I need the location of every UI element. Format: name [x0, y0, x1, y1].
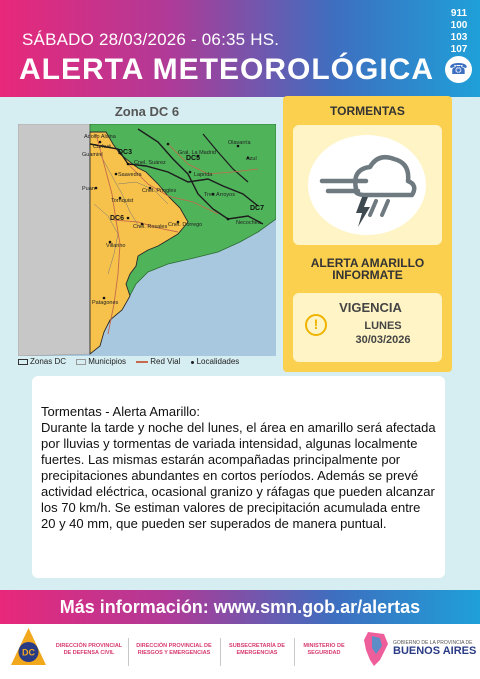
- gov-province-label: GOBIERNO DE LA PROVINCIA DE: [393, 640, 473, 646]
- map-label: Azul: [246, 156, 257, 162]
- exclamation-icon: !: [305, 314, 327, 336]
- map-label: Cnel. Suárez: [134, 160, 166, 166]
- map-legend: [18, 357, 280, 369]
- map-label: Gral. La Madrid: [178, 150, 216, 156]
- phone-icon: ☎: [445, 56, 472, 83]
- map-label: Cnel. Rosales: [133, 224, 168, 230]
- description-heading: Tormentas - Alerta Amarillo:: [41, 404, 200, 419]
- page-title: ALERTA METEOROLÓGICA: [19, 53, 434, 86]
- map-label: Cnel. Dorrego: [168, 222, 203, 228]
- alert-level-line: ALERTA AMARILLO: [310, 256, 425, 270]
- legend-item: Localidades: [191, 357, 240, 366]
- org-ministerio: MINISTERIO DE SEGURIDAD: [303, 643, 345, 656]
- map-label: Laprida: [194, 172, 213, 178]
- zone-label: DC5: [186, 155, 201, 162]
- phone-number[interactable]: 103: [450, 32, 468, 43]
- buenos-aires-map-logo: [362, 630, 390, 668]
- gov-province-name: BUENOS AIRES: [393, 645, 477, 657]
- phone-number[interactable]: 107: [450, 44, 468, 55]
- alert-level: [283, 257, 452, 281]
- alert-level-line: INFORMATE: [332, 268, 403, 282]
- validity-title: VIGENCIA: [339, 300, 402, 315]
- map-label: Patagones: [92, 300, 119, 306]
- org-subsecretaria: SUBSECRETARÍA DE EMERGENCIAS: [229, 643, 285, 656]
- org-riesgos: DIRECCIÓN PROVINCIAL DE RIESGOS Y EMERGENCIAS: [136, 643, 212, 656]
- zone-label: DC3: [118, 149, 133, 156]
- org-defensa-civil: DIRECCIÓN PROVINCIAL DE DEFENSA CIVIL: [55, 643, 123, 656]
- map-label: Saavedra: [118, 172, 142, 178]
- map-label: Guaminí: [82, 152, 103, 158]
- alert-date: SÁBADO 28/03/2026 - 06:35 HS.: [22, 30, 280, 49]
- description-body: Durante la tarde y noche del lunes, el área en amarillo será afectada por lluvias y tormentas de variada intensidad, algunas localmente fuertes. Las mismas estarán acompañadas principalmente por precipitaciones abundantes en cortos períodos. Además se prevé actividad eléctrica, ocasional granizo y ráfagas que pueden alcanzar los 70 km/h. Se estiman valores de precipitación acumulada entre 20 y 40 mm, que pueden ser superados de manera puntual.: [41, 420, 436, 531]
- map-label: Tornquist: [111, 198, 134, 204]
- legend-item: Zonas DC: [18, 357, 66, 366]
- alert-type-title: TORMENTAS: [330, 104, 405, 118]
- map-label: Puan: [82, 186, 95, 192]
- more-info-link[interactable]: Más información: www.smn.gob.ar/alertas: [0, 590, 480, 624]
- map-label: Villarino: [106, 243, 126, 249]
- map-label: Adolfo Alsina: [84, 134, 116, 140]
- map-label: Cnel. Pringles: [142, 188, 177, 194]
- legend-item: Municipios: [76, 357, 126, 366]
- defensa-civil-logo: [10, 627, 47, 667]
- storm-cloud-icon: [308, 135, 426, 235]
- phone-number[interactable]: 100: [450, 20, 468, 31]
- legend-item: Red Vial: [136, 357, 180, 366]
- map-label: Tres Arroyos: [204, 192, 235, 198]
- map-label: Olavarría: [228, 140, 251, 146]
- dc-logo-text: DC: [22, 647, 35, 658]
- footer-divider: [220, 638, 221, 666]
- footer-divider: [294, 638, 295, 666]
- description-box: [32, 376, 445, 578]
- phone-number[interactable]: 911: [450, 8, 468, 19]
- footer-divider: [128, 638, 129, 666]
- zone-label: DC6: [110, 215, 125, 222]
- emergency-phones: [446, 8, 472, 56]
- validity-date: 30/03/2026: [355, 334, 411, 346]
- validity-day: LUNES: [364, 320, 402, 332]
- zone-label: DC7: [250, 205, 265, 212]
- map-title: Zona DC 6: [114, 104, 180, 119]
- map-label: Necochea: [236, 220, 261, 226]
- map-label: Carhué: [93, 144, 112, 150]
- zone-map: [18, 124, 276, 356]
